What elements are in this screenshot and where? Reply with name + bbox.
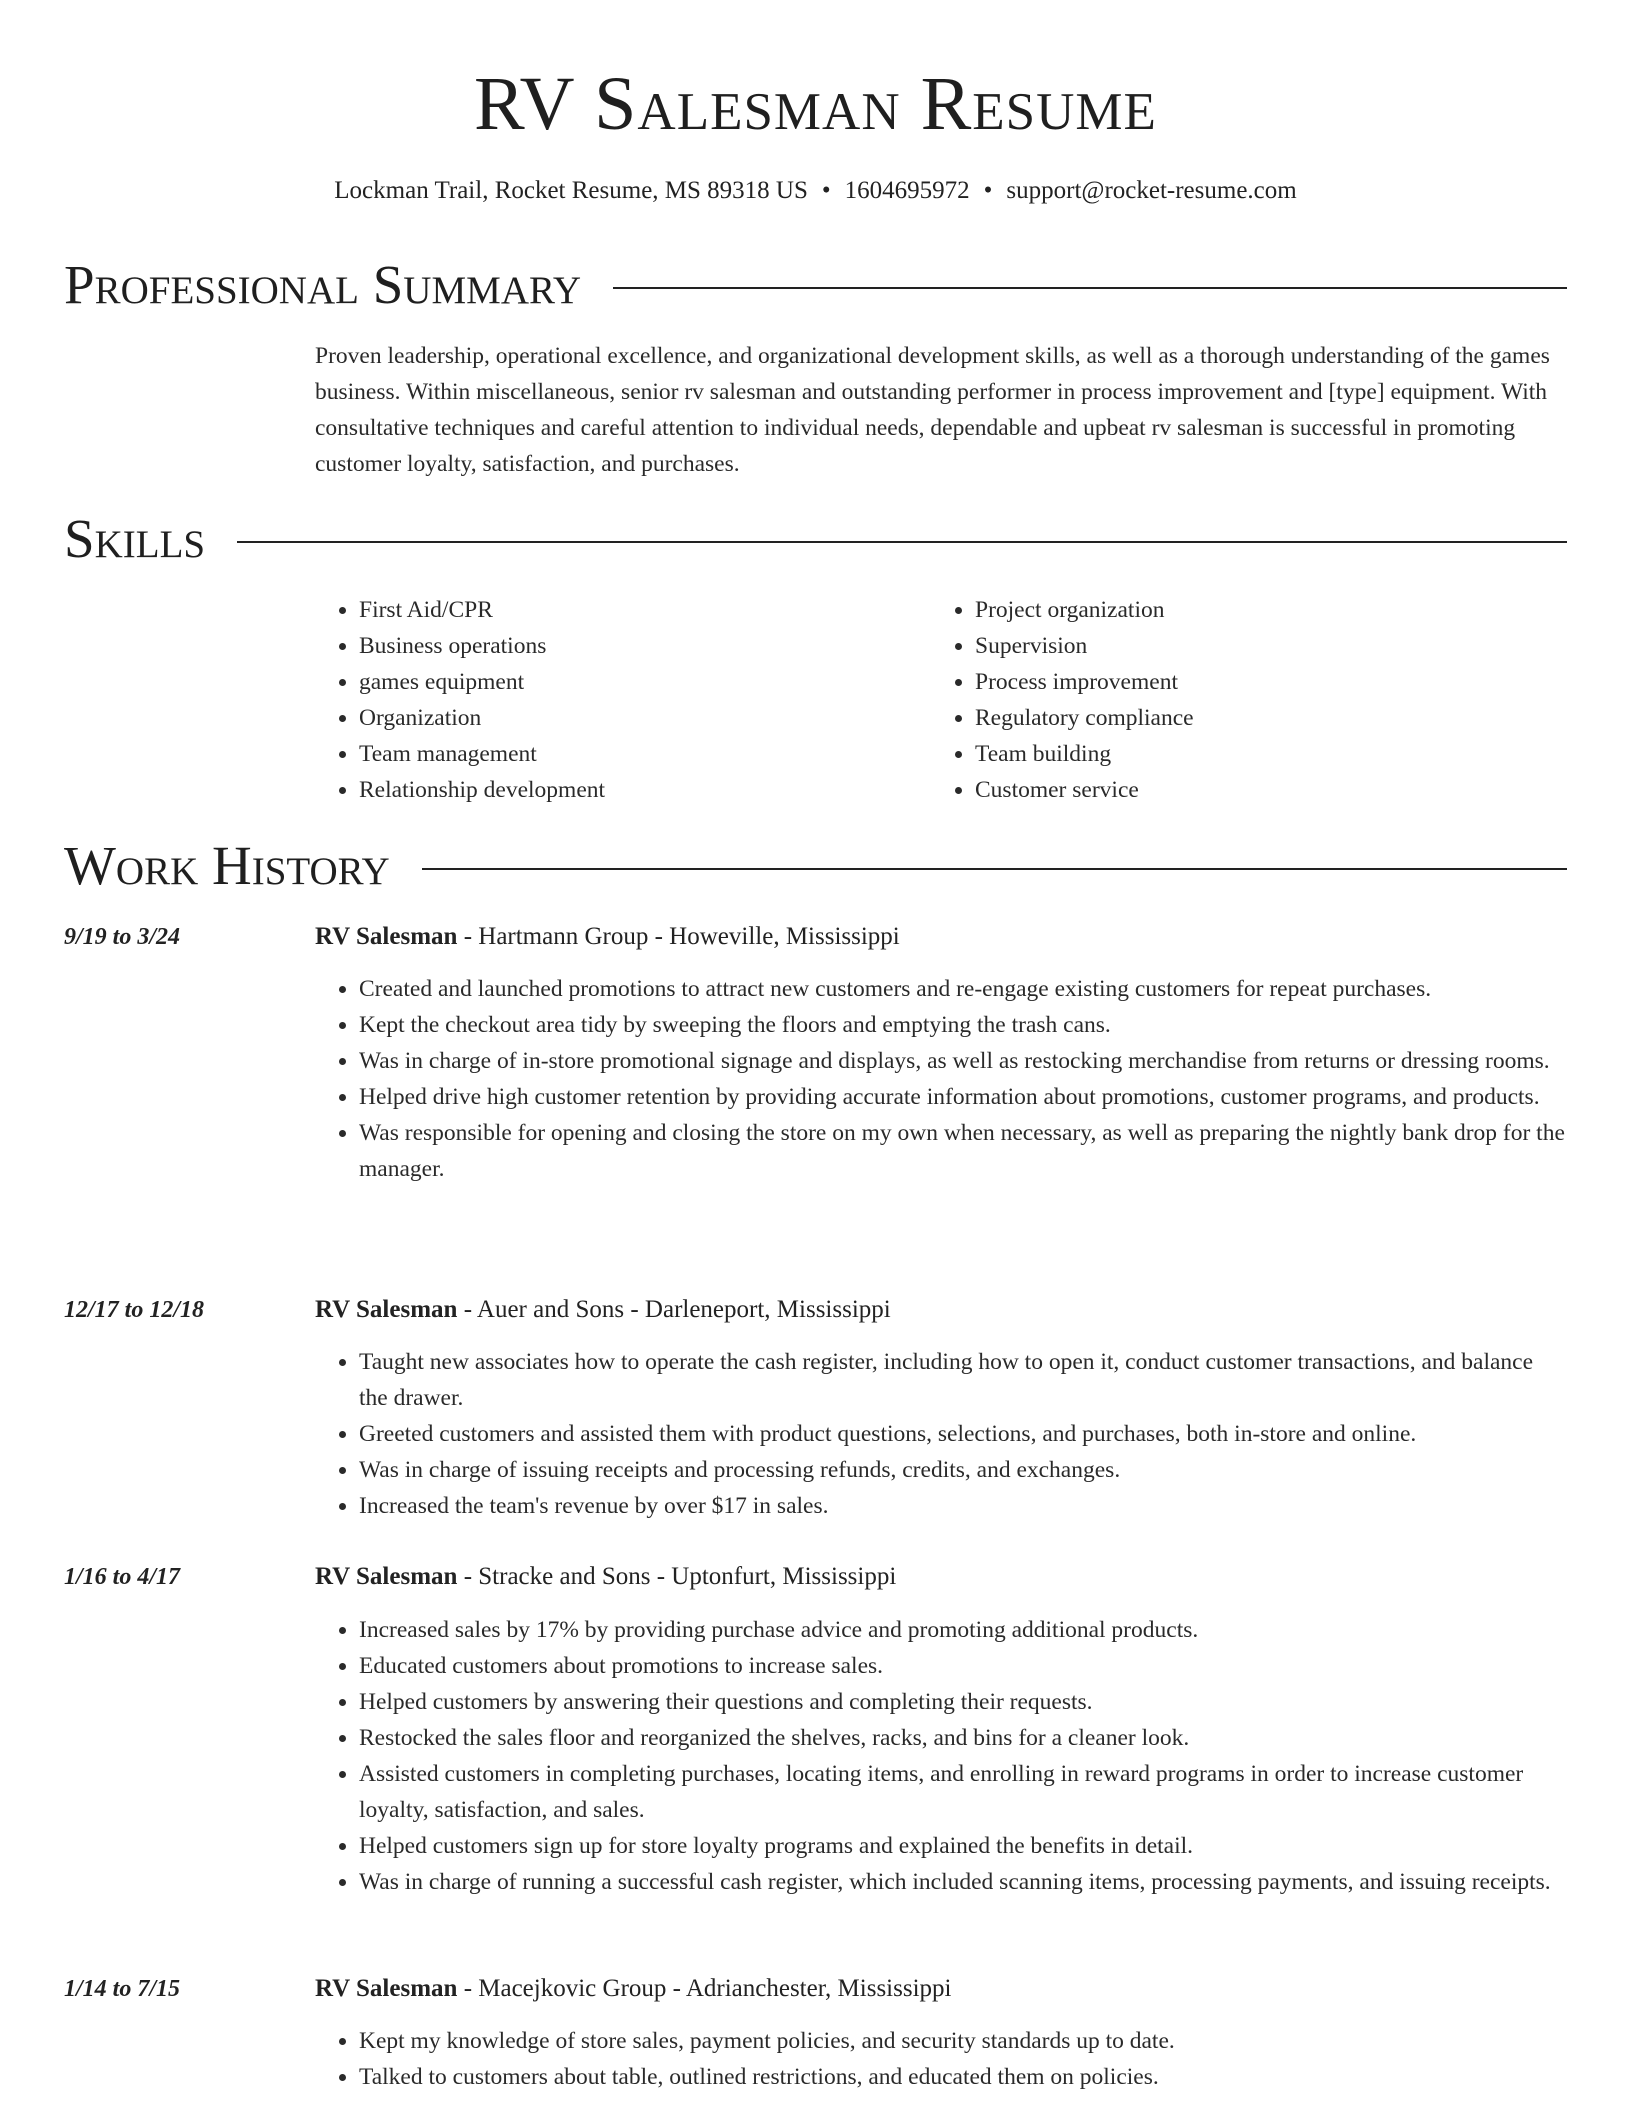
job-bullet: • Taught new associates how to operate the cash register, including how to open it, conduct customer transactions, and balance the drawer. [359, 1344, 1567, 1416]
job-bullet: • Helped customers sign up for store loyalty programs and explained the benefits in detail. [359, 1828, 1567, 1864]
job-title: RV Salesman [315, 1296, 458, 1323]
job-bullet: • Was in charge of running a successful cash register, which included scanning items, processing payments, and issuing receipts. [359, 1864, 1567, 1900]
job-title: RV Salesman [315, 923, 458, 950]
job-bullet: • Kept the checkout area tidy by sweeping the floors and emptying the trash cans. [359, 1007, 1567, 1043]
job-bullets [315, 971, 1567, 1187]
work-heading: Work History [64, 835, 390, 896]
job-dates: 1/16 to 4/17 [64, 1564, 181, 1590]
job-bullet: • Kept my knowledge of store sales, payment policies, and security standards up to date. [359, 2023, 1567, 2059]
skill-item: • Team management [359, 736, 931, 772]
skills-column-right [931, 592, 1547, 808]
section-divider [613, 287, 1567, 289]
job-bullet: • Restocked the sales floor and reorganized the shelves, racks, and bins for a cleaner look. [359, 1720, 1567, 1756]
job-title-line [315, 1292, 891, 1328]
job-bullet: • Helped drive high customer retention by providing accurate information about promotions, customer programs, and products. [359, 1079, 1567, 1115]
job-company: - Auer and Sons - Darleneport, Mississippi [457, 1296, 891, 1323]
job-company: - Stracke and Sons - Uptonfurt, Mississippi [457, 1563, 897, 1590]
skill-item: • games equipment [359, 664, 931, 700]
summary-text: Proven leadership, operational excellence, and organizational development skills, as well as a thorough understanding of the games business. Within miscellaneous, senior rv salesman and outstanding performer in process improvement and [type] equipment. With consultative techniques and careful attention to individual needs, dependable and upbeat rv salesman is successful in promoting customer loyalty, satisfaction, and purchases. [315, 343, 1550, 477]
skills-column-left [315, 592, 931, 808]
job-bullet: • Educated customers about promotions to increase sales. [359, 1648, 1567, 1684]
skill-item: • Team building [975, 736, 1547, 772]
skill-item: • Regulatory compliance [975, 700, 1547, 736]
skill-item: • Organization [359, 700, 931, 736]
job-company: - Hartmann Group - Howeville, Mississippi [457, 923, 900, 950]
job-bullet: • Was in charge of issuing receipts and processing refunds, credits, and exchanges. [359, 1452, 1567, 1488]
job-bullet: • Increased the team's revenue by over $17 in sales. [359, 1488, 1567, 1524]
job-title-line [315, 1971, 951, 2007]
contact-email: support@rocket-resume.com [1006, 177, 1297, 204]
skill-item: • Relationship development [359, 772, 931, 808]
resume-name: RV Salesman Resume [474, 62, 1157, 146]
skills-section-header [64, 508, 1567, 570]
job-bullets [315, 1344, 1567, 1524]
job-bullet: • Greeted customers and assisted them with product questions, selections, and purchases, both in-store and online. [359, 1416, 1567, 1452]
work-section-header [64, 835, 1567, 897]
job-bullet: • Was responsible for opening and closing the store on my own when necessary, as well as preparing the nightly bank drop for the manager. [359, 1115, 1567, 1187]
job-bullet: • Talked to customers about table, outlined restrictions, and educated them on policies. [359, 2059, 1567, 2095]
job-dates: 1/14 to 7/15 [64, 1976, 181, 2002]
contact-separator: • [821, 177, 831, 204]
job-dates: 9/19 to 3/24 [64, 924, 181, 950]
summary-heading: Professional Summary [64, 254, 582, 315]
summary-section-header [64, 254, 1567, 316]
job-title: RV Salesman [315, 1975, 458, 2002]
job-title: RV Salesman [315, 1563, 458, 1590]
contact-line [64, 174, 1567, 208]
job-bullets [315, 2023, 1567, 2095]
skill-item: • Supervision [975, 628, 1547, 664]
skill-item: • Customer service [975, 772, 1547, 808]
job-title-line [315, 919, 900, 955]
job-title-line [315, 1559, 896, 1595]
skills-heading: Skills [64, 508, 206, 569]
job-bullets [315, 1612, 1567, 1900]
job-bullet: • Was in charge of in-store promotional signage and displays, as well as restocking merchandise from returns or dressing rooms. [359, 1043, 1567, 1079]
job-dates: 12/17 to 12/18 [64, 1297, 205, 1323]
skill-item: • Project organization [975, 592, 1547, 628]
job-company: - Macejkovic Group - Adrianchester, Mississippi [457, 1975, 952, 2002]
skills-list [315, 592, 1567, 808]
job-bullet: • Helped customers by answering their questions and completing their requests. [359, 1684, 1567, 1720]
section-divider [237, 541, 1567, 543]
job-bullet: • Assisted customers in completing purchases, locating items, and enrolling in reward programs in order to increase customer loyalty, satisfaction, and sales. [359, 1756, 1567, 1828]
job-bullet: • Created and launched promotions to attract new customers and re-engage existing customers for repeat purchases. [359, 971, 1567, 1007]
skill-item: • Process improvement [975, 664, 1547, 700]
contact-address: Lockman Trail, Rocket Resume, MS 89318 US [334, 177, 808, 204]
skill-item: • Business operations [359, 628, 931, 664]
contact-separator: • [983, 177, 993, 204]
job-bullet: • Increased sales by 17% by providing purchase advice and promoting additional products. [359, 1612, 1567, 1648]
section-divider [422, 868, 1567, 870]
skill-item: • First Aid/CPR [359, 592, 931, 628]
contact-phone: 1604695972 [844, 177, 970, 204]
